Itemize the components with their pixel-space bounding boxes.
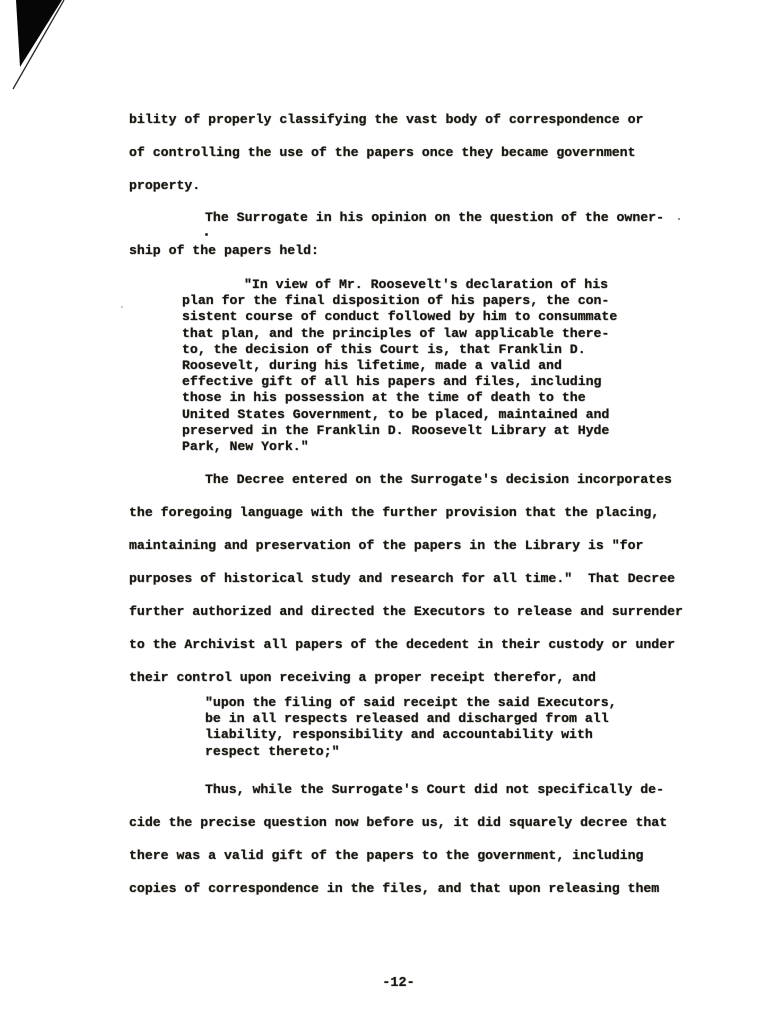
text-line: The Surrogate in his opinion on the question of the owner- (205, 210, 664, 225)
paragraph-surrogate-opinion (129, 201, 704, 267)
quote-line: preserved in the Franklin D. Roosevelt Library at Hyde (182, 422, 610, 438)
quote-line: plan for the final disposition of his papers, the con- (182, 293, 610, 309)
text-line: further authorized and directed the Executors to release and surrender (129, 604, 683, 619)
quote-line: Park, New York." (182, 439, 309, 455)
text-line: to the Archivist all papers of the decedent in their custody or under (129, 637, 676, 652)
text-line: purposes of historical study and research for all time." That Decree (129, 571, 676, 586)
paragraph-conclusion (129, 773, 704, 905)
text-line: their control upon receiving a proper receipt therefor, and (129, 670, 596, 685)
quote-line: to, the decision of this Court is, that Franklin D. (182, 341, 586, 357)
paragraph-decree (129, 463, 704, 694)
text-line: of controlling the use of the papers once they became government (129, 145, 636, 160)
quote-line: that plan, and the principles of law applicable there- (182, 325, 610, 341)
text-line: the foregoing language with the further provision that the placing, (129, 505, 660, 520)
quote-line: Roosevelt, during his lifetime, made a valid and (182, 358, 562, 374)
quote-line: respect thereto;" (205, 743, 340, 759)
quote-line: "upon the filing of said receipt the said Executors, (205, 695, 617, 710)
quote-line: those in his possession at the time of death to the (182, 390, 586, 406)
text-line: The Decree entered on the Surrogate's decision incorporates (205, 472, 672, 487)
text-line: ship of the papers held: (129, 243, 319, 258)
quote-line: effective gift of all his papers and files, including (182, 374, 602, 390)
scan-speck (121, 306, 123, 308)
text-line: there was a valid gift of the papers to the government, including (129, 848, 644, 863)
blockquote-executors-release (205, 695, 705, 760)
quote-line: liability, responsibility and accountability with (205, 727, 593, 743)
paragraph-continuation (129, 103, 704, 202)
text-line: copies of correspondence in the files, and that upon releasing them (129, 881, 660, 896)
quote-line: be in all respects released and discharged from all (205, 711, 609, 727)
text-line: bility of properly classifying the vast body of correspondence or (129, 112, 644, 127)
quote-line: sistent course of conduct followed by him to consummate (182, 309, 618, 325)
page-corner-fold-icon (0, 0, 100, 100)
page-number: -12- (382, 976, 415, 991)
text-line: maintaining and preservation of the papers in the Library is "for (129, 538, 644, 553)
text-line: Thus, while the Surrogate's Court did not specifically de- (205, 782, 664, 797)
quote-line: United States Government, to be placed, maintained and (182, 406, 610, 422)
text-line: property. (129, 178, 201, 193)
blockquote-surrogate-decision (182, 277, 682, 455)
quote-line: "In view of Mr. Roosevelt's declaration of his (244, 277, 609, 292)
text-line: cide the precise question now before us, it did squarely decree that (129, 815, 668, 830)
